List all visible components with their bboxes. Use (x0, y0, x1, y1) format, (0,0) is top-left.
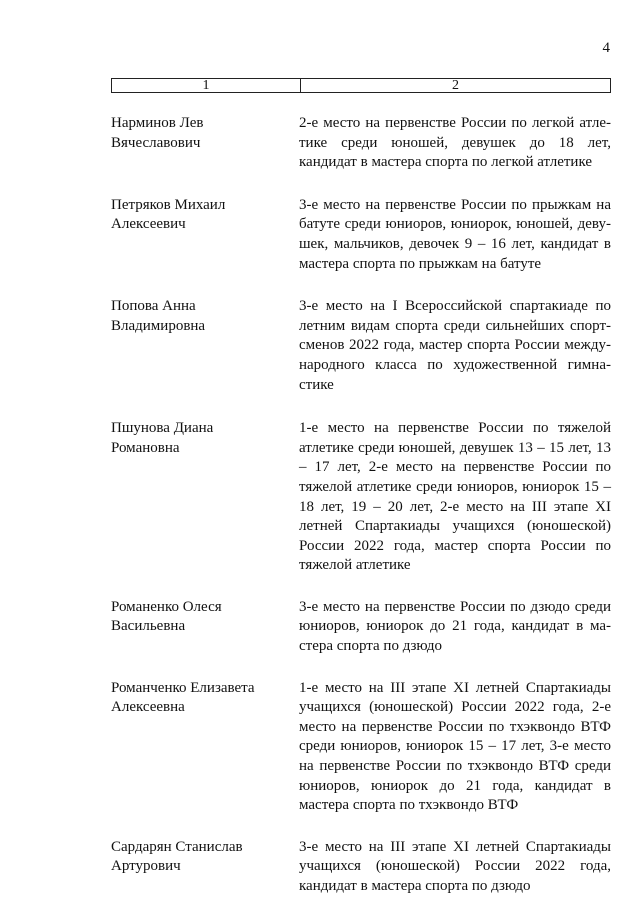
person-name (111, 297, 299, 395)
achievement-description: 2-е место на первенстве России по легкой атлетике среди юношей, девушек до 18 лет, кандидат в мастера спорта по легкой атлетике (299, 115, 611, 171)
awardee-list (111, 114, 611, 897)
surname-given-name: Петряков Михаил (111, 196, 226, 213)
surname-given-name: Пшунова Диана (111, 420, 214, 437)
surname-given-name: Сардарян Станислав (111, 838, 243, 855)
person-name (111, 196, 299, 274)
patronymic: Владимировна (111, 317, 206, 334)
surname-given-name: Попова Анна (111, 298, 196, 315)
table-header (111, 78, 611, 93)
list-item (111, 679, 611, 816)
achievement-description: 3-е место на I Всероссийской спартакиаде по летним видам спорта среди сильнейших спортсменов 2022 года, мастер спорта России международного класса по художественной гимнастике (299, 298, 611, 393)
person-name (111, 679, 299, 816)
achievement-description: 3-е место на первенстве России по прыжкам на батуте среди юниоров, юниорок, юношей, девушек, мальчиков, девочек 9 – 16 лет, кандидат в мастера спорта по прыжкам на батуте (299, 196, 611, 272)
patronymic: Васильевна (111, 618, 186, 635)
column-header-1: 1 (112, 79, 301, 92)
patronymic: Артурович (111, 858, 181, 875)
person-name (111, 598, 299, 657)
achievement-description: 1-е место на III этапе XI летней Спартакиады учащихся (юношеской) России 2022 года, 2-е место на первенстве России по тхэквондо ВТФ среди юниоров, юниорок 15 – 17 лет, 3-е место на первенстве России по тхэквондо ВТФ среди юниоров, юниорок до 21 года, кандидат в мастера спорта по тхэквондо ВТФ (299, 679, 611, 814)
list-item (111, 419, 611, 576)
list-item (111, 297, 611, 395)
patronymic: Романовна (111, 439, 180, 456)
surname-given-name: Романенко Олеся (111, 598, 222, 615)
patronymic: Алексеевич (111, 216, 186, 233)
patronymic: Вячеславович (111, 134, 201, 151)
list-item (111, 598, 611, 657)
person-name (111, 114, 299, 173)
patronymic: Алексеевна (111, 699, 185, 716)
achievement-description: 1-е место на первенстве России по тяжелой атлетике среди юношей, девушек 13 – 15 лет, 13 – 17 лет, 2-е место на первенстве России по тяжелой атлетике среди юниоров, юниорок 15 – 18 лет, 19 – 20 лет, 2-е место на III этапе XI летней Спартакиады учащихся (юношеской) России 2022 года, мастер спорта России по тяжелой атлетике (299, 420, 611, 574)
list-item (111, 196, 611, 274)
achievement-description: 3-е место на III этапе XI летней Спартакиады учащихся (юношеской) России 2022 года, кандидат в мастера спорта по дзюдо (299, 838, 611, 894)
page-number: 4 (602, 40, 610, 56)
surname-given-name: Романченко Елизавета (111, 679, 255, 696)
person-name (111, 838, 299, 897)
list-item (111, 114, 611, 173)
achievement-description: 3-е место на первенстве России по дзюдо среди юниоров, юниорок до 21 года, кандидат в мастера спорта по дзюдо (299, 598, 611, 655)
person-name (111, 419, 299, 576)
list-item (111, 838, 611, 897)
column-header-2: 2 (452, 78, 459, 93)
surname-given-name: Нарминов Лев (111, 115, 204, 131)
